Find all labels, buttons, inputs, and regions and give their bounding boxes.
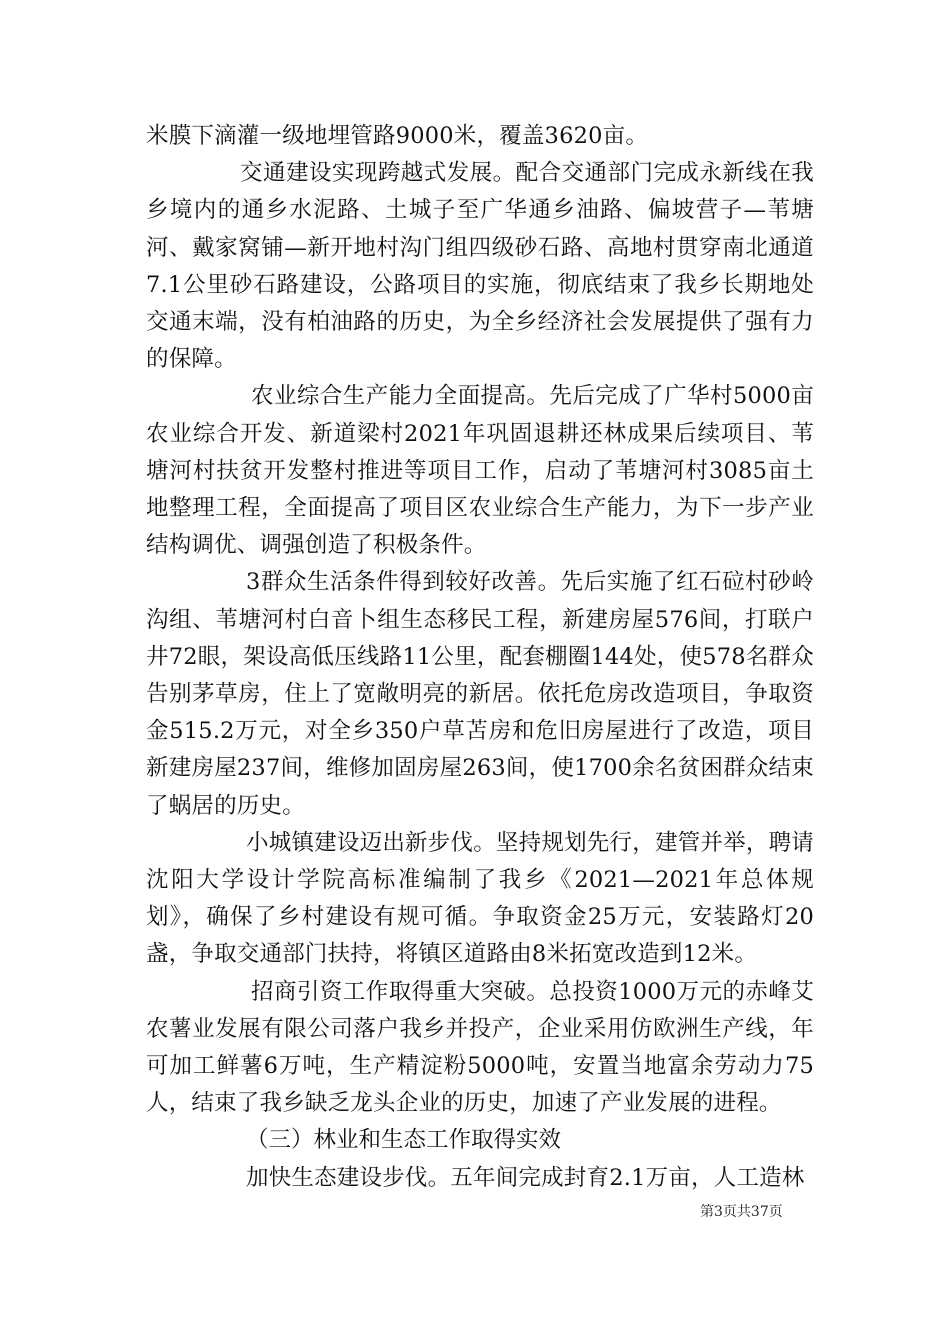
document-body	[146, 118, 814, 1197]
paragraph-ecology: 加快生态建设步伐。五年间完成封育2.1万亩，人工造林	[246, 1164, 805, 1191]
page-number-footer: 第3页共37页	[700, 1204, 783, 1220]
paragraph-living-conditions: 3群众生活条件得到较好改善。先后实施了红石砬村砂岭沟组、苇塘河村白音卜组生态移民工程，新建房屋576间，打联户井72眼，架设高低压线路11公里，配套棚圈144处，使578名群众告别茅草房，住上了宽敞明亮的新居。依托危房改造项目，争取资金515.2万元，对全乡350户草苫房和危旧房屋进行了改造，项目新建房屋237间，维修加固房屋263间，使1700余名贫困群众结束了蜗居的历史。	[146, 569, 814, 819]
section-heading-forestry: （三）林业和生态工作取得实效	[246, 1127, 562, 1154]
paragraph-agriculture: 农业综合生产能力全面提高。先后完成了广华村5000亩农业综合开发、新道梁村2021年巩固退耕还林成果后续项目、苇塘河村扶贫开发整村推进等项目工作，启动了苇塘河村3085亩土地整理工程，全面提高了项目区农业综合生产能力，为下一步产业结构调优、调强创造了积极条件。	[146, 383, 814, 559]
paragraph-investment: 招商引资工作取得重大突破。总投资1000万元的赤峰艾农薯业发展有限公司落户我乡并投产，企业采用仿欧洲生产线，年可加工鲜薯6万吨，生产精淀粉5000吨，安置当地富余劳动力75人，结束了我乡缺乏龙头企业的历史，加速了产业发展的进程。	[146, 978, 814, 1117]
paragraph-transport: 交通建设实现跨越式发展。配合交通部门完成永新线在我乡境内的通乡水泥路、土城子至广华通乡油路、偏坡营子—苇塘河、戴家窝铺—新开地村沟门组四级砂石路、高地村贯穿南北通道7.1公里砂石路建设，公路项目的实施，彻底结束了我乡长期地处交通末端，没有柏油路的历史，为全乡经济社会发展提供了强有力的保障。	[146, 160, 814, 373]
paragraph-irrigation: 米膜下滴灌一级地埋管路9000米，覆盖3620亩。	[146, 123, 649, 149]
paragraph-small-town: 小城镇建设迈出新步伐。坚持规划先行，建管并举，聘请沈阳大学设计学院高标准编制了我乡《2021—2021年总体规划》，确保了乡村建设有规可循。争取资金25万元，安装路灯20盏，争取交通部门扶持，将镇区道路由8米拓宽改造到12米。	[146, 829, 814, 968]
